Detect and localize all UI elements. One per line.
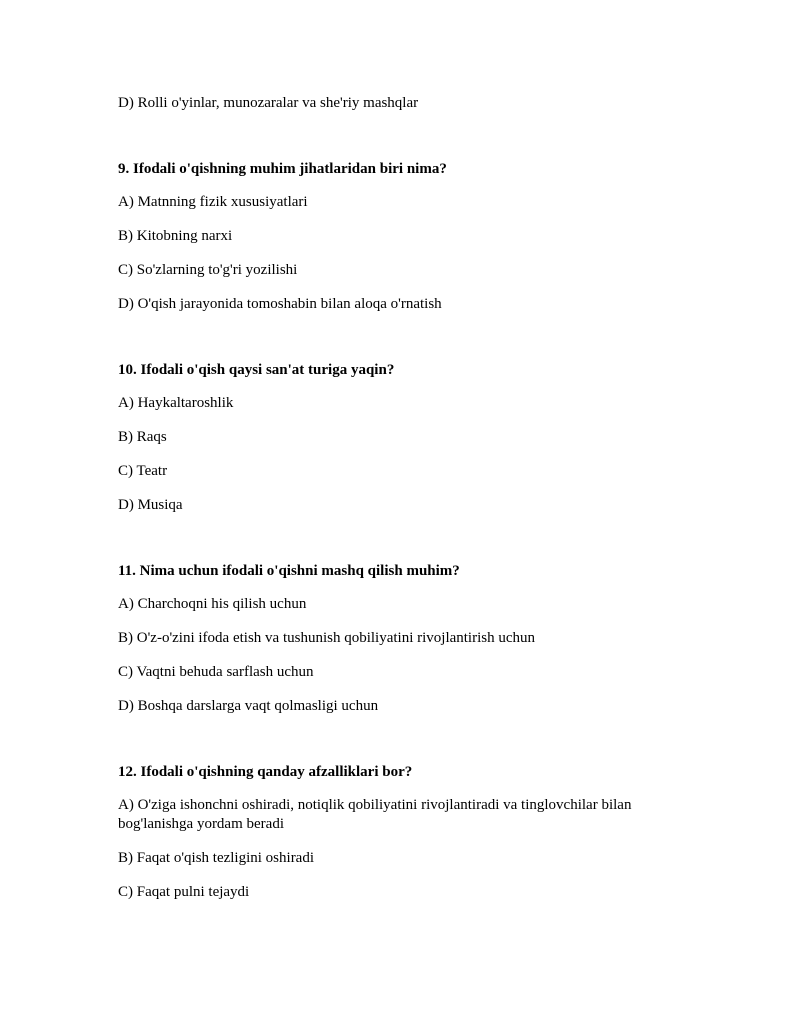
answer-option: D) O'qish jarayonida tomoshabin bilan aloqa o'rnatish [118,296,442,312]
answer-option: C) Vaqtni behuda sarflash uchun [118,664,314,680]
question-block [118,361,678,515]
answer-option: A) Matnning fizik xususiyatlari [118,194,308,210]
question-block [118,763,678,902]
answer-option: A) O'ziga ishonchni oshiradi, notiqlik qobiliyatini rivojlantiradi va tinglovchilar bilan bog'lanishga yordam beradi [118,797,632,832]
answer-option: C) So'zlarning to'g'ri yozilishi [118,262,298,278]
question-block [118,160,678,314]
answer-option: B) Raqs [118,429,167,445]
question-title: 12. Ifodali o'qishning qanday afzalliklari bor? [118,764,413,780]
question-title: 9. Ifodali o'qishning muhim jihatlaridan biri nima? [118,161,447,177]
answer-option: B) Faqat o'qish tezligini oshiradi [118,850,315,866]
question-title: 11. Nima uchun ifodali o'qishni mashq qilish muhim? [118,563,460,579]
answer-option: D) Musiqa [118,497,183,513]
question-title: 10. Ifodali o'qish qaysi san'at turiga yaqin? [118,362,395,378]
answer-option: B) Kitobning narxi [118,228,233,244]
answer-option: D) Rolli o'yinlar, munozaralar va she'riy mashqlar [118,95,419,111]
question-block [118,562,678,716]
answer-option: A) Haykaltaroshlik [118,395,234,411]
answer-option: B) O'z-o'zini ifoda etish va tushunish qobiliyatini rivojlantirish uchun [118,630,536,646]
answer-option: C) Faqat pulni tejaydi [118,884,250,900]
document-page [118,94,678,917]
answer-option: D) Boshqa darslarga vaqt qolmasligi uchun [118,698,379,714]
answer-option: A) Charchoqni his qilish uchun [118,596,307,612]
answer-option: C) Teatr [118,463,168,479]
